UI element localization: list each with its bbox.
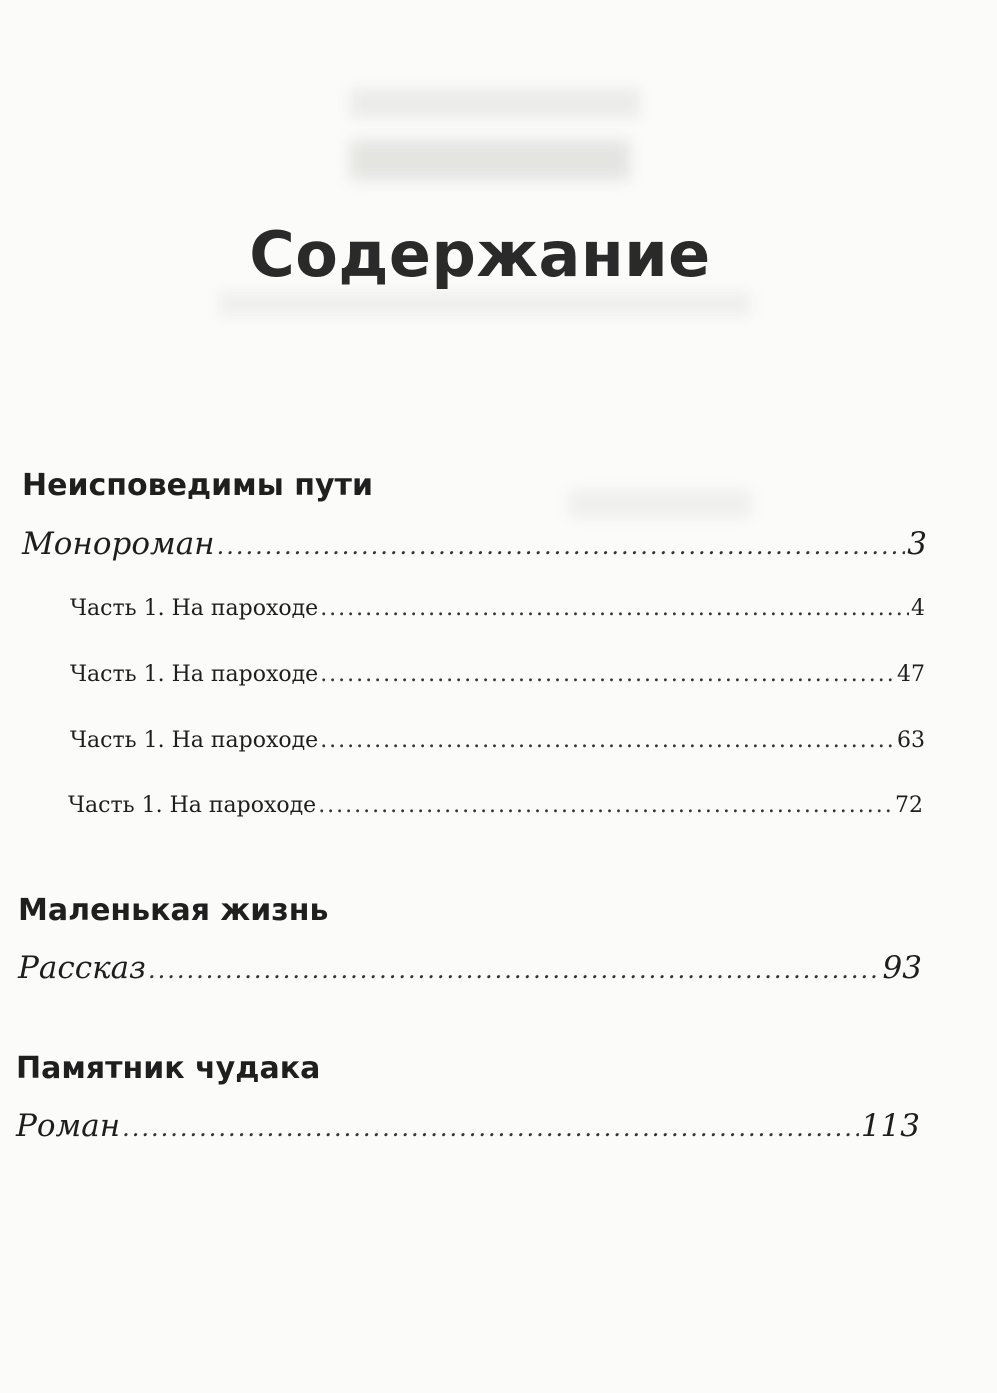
bleed-through-shadow (220, 292, 750, 316)
toc-entry-label: Рассказ (18, 950, 146, 986)
toc-entry-part[interactable] (70, 728, 925, 753)
toc-leader-dots (320, 662, 895, 687)
toc-leader-dots (320, 596, 909, 621)
page-title: Содержание (249, 218, 711, 291)
toc-page-number: 4 (911, 596, 925, 621)
toc-page-number: 47 (897, 662, 925, 687)
section-title: Памятник чудака (16, 1051, 321, 1086)
toc-page-number: 3 (907, 526, 927, 562)
toc-entry-work[interactable] (22, 526, 927, 562)
toc-entry-part[interactable] (70, 596, 925, 621)
toc-entry-part[interactable] (70, 662, 925, 687)
toc-entry-label: Роман (16, 1108, 121, 1144)
toc-entry-work[interactable] (18, 950, 922, 986)
toc-leader-dots (217, 532, 906, 560)
toc-leader-dots (318, 793, 893, 818)
toc-entry-label: Часть 1. На пароходе (70, 596, 319, 621)
toc-entry-label: Часть 1. На пароходе (70, 662, 319, 687)
toc-entry-label: Часть 1. На пароходе (70, 728, 319, 753)
toc-leader-dots (320, 728, 895, 753)
toc-leader-dots (148, 956, 881, 984)
toc-entry-part[interactable] (68, 793, 923, 818)
toc-page-number: 63 (897, 728, 925, 753)
toc-page-number: 93 (882, 950, 922, 986)
bleed-through-shadow (350, 140, 630, 180)
toc-entry-label: Монороман (22, 526, 215, 562)
toc-page-number: 72 (895, 793, 923, 818)
toc-entry-label: Часть 1. На пароходе (68, 793, 317, 818)
bleed-through-shadow (570, 490, 750, 518)
bleed-through-shadow (350, 88, 640, 118)
section-title: Неисповедимы пути (22, 468, 373, 503)
toc-page-number: 113 (860, 1108, 920, 1144)
toc-entry-work[interactable] (16, 1108, 920, 1144)
section-title: Маленькая жизнь (18, 893, 329, 928)
toc-leader-dots (122, 1114, 859, 1142)
